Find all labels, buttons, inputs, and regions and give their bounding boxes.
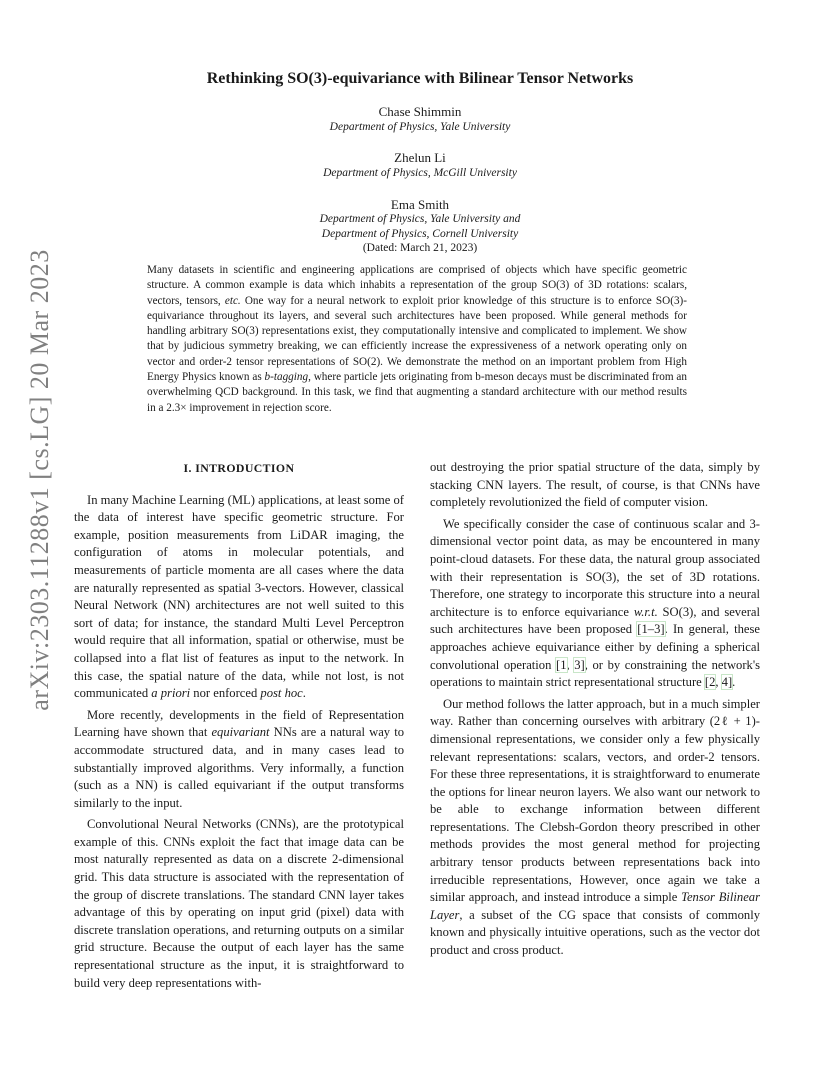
body-emphasis: Tensor Bilinear Layer: [430, 890, 760, 922]
body-text: SO(3), and several such architectures have been proposed: [430, 604, 760, 637]
citation-link[interactable]: [1: [556, 657, 567, 672]
body-emphasis: post hoc: [260, 686, 303, 701]
author-affiliation: Department of Physics, McGill University: [323, 167, 517, 179]
author-affiliation: Department of Physics, Yale University: [329, 121, 511, 133]
body-paragraph: [430, 459, 760, 512]
body-paragraph: [74, 816, 404, 992]
author-name: Ema Smith: [390, 197, 450, 212]
abstract: [147, 263, 687, 416]
arxiv-identifier: arXiv:2303.11288v1 [cs.LG] 20 Mar 2023: [25, 249, 54, 711]
left-column: [74, 460, 404, 996]
right-column: [430, 459, 760, 964]
body-text: NNs are a natural way to accommodate structured data, and in many cases lead to substantially improved algorithms. Very informally, a function (such as a NN) is called equivariant if the output transforms similarly to the input.: [74, 725, 405, 810]
body-emphasis: equivariant: [211, 725, 270, 740]
body-text: Convolutional Neural Networks (CNNs), are the prototypical example of this. CNNs exploit the fact that image data can be most naturally represented as data on a discrete 2-dimensional grid. This data structure is associated with the representation of the group of discrete translations. The standard CNN layer takes advantage of this by operating on input grid (pixel) data with discrete translation operations, and returning outputs on a similar grid structure. Because the output of each layer has the same representational structure as the input, it is straightforward to build very deep representations with-: [74, 817, 404, 990]
body-paragraph: [74, 492, 404, 703]
citation-link[interactable]: 3]: [574, 657, 585, 672]
body-text: .: [302, 686, 306, 701]
citation-link[interactable]: [1–3]: [637, 622, 665, 637]
body-text: .: [732, 675, 736, 690]
paper-date: (Dated: March 21, 2023): [362, 242, 478, 254]
citation-link[interactable]: [2: [704, 675, 716, 690]
abstract-text: One way for a neural network to exploit prior knowledge of this structure is to enforce SO(3)-equivariance throughout its layers, and several such architectures have been proposed. While general methods for handling arbitrary SO(3) representations exist, they computationally intensive and complicated to implement. We show that by judicious symmetry breaking, we can efficiently increase the expressiveness of a network operating only on vector and order-2 tensor representations of SO(2). We demonstrate the method on an important problem from High Energy Physics known as: [147, 294, 687, 384]
author-affiliation-second: Department of Physics, Cornell University: [321, 228, 519, 240]
author-affiliation: Department of Physics, Yale University and: [319, 213, 521, 225]
abstract-emphasis: b-tagging: [264, 371, 309, 384]
body-text: Our method follows the latter approach, but in a much simpler way. Rather than concerning ourselves with arbitrary (2ℓ + 1)-dimensional representations, we consider only a few physically relevant representations: scalars, vectors, and order-2 tensors. For these three representations, it is straightforward to enumerate the options for linear neuron layers. We also want our network to be able to exchange information between different representations. The Clebsh-Gordon theory prescribed in other methods provides the most general method for projecting arbitrary tensor products between representations back into irreducible representations, However, once again we take a similar approach, and instead introduce a simple: [430, 696, 760, 905]
body-text: In many Machine Learning (ML) applications, at least some of the data of interest have specific geometric structure. For example, position measurements from LiDAR imaging, the configuration of atoms in molecular potentials, and measurements of particle momenta are all cases where the data are naturally represented as spatial 3-vectors. However, classical Neural Network (NN) architectures are not well suited to this sort of data; for instance, the standard Multi Level Perceptron would require that all information, spatial or otherwise, must be collapsed into a flat list of features as input to the network. In this case, the spatial nature of the data, while not lost, is not communicated: [74, 492, 404, 701]
body-paragraph: [74, 707, 404, 813]
body-text: , a subset of the CG space that consists of commonly known and physically intuitive operations, such as the vector dot product and cross product.: [430, 907, 760, 958]
body-text: , or by constraining the network's operations to maintain strict representational structure: [430, 657, 761, 690]
body-paragraph: [430, 696, 760, 960]
author-name: Zhelun Li: [394, 150, 446, 165]
abstract-text: , where particle jets originating from b-meson decays must be discriminated from an overwhelming QCD background. In this task, we find that augmenting a standard architecture with our method results in a 2.3× improvement in rejection score.: [147, 371, 687, 414]
abstract-text: Many datasets in scientific and engineering applications are comprised of objects which have specific geometric structure. A common example is data which inhabits a representation of the group SO(3) of 3D rotations: scalars, vectors, tensors,: [147, 264, 687, 307]
citation-link[interactable]: 4]: [721, 675, 733, 690]
body-text: . In general, these approaches achieve equivariance either by defining a spherical convolutional operation: [430, 622, 760, 672]
author-name: Chase Shimmin: [378, 104, 462, 119]
arxiv-sidebar: [8, 249, 72, 711]
body-text: nor enforced: [190, 686, 261, 701]
body-text: More recently, developments in the field of Representation Learning have shown that: [74, 707, 404, 740]
body-text: out destroying the prior spatial structure of the data, simply by stacking CNN layers. The result, of course, is that CNNs have completely revolutionized the field of computer vision.: [430, 460, 760, 510]
body-text: We specifically consider the case of continuous scalar and 3-dimensional vector point data, as may be encountered in many point-cloud datasets. For these data, the natural group associated with their representation is SO(3), the set of 3D rotations. Therefore, one strategy to incorporate this structure into a neural architecture is to enforce equivariance: [430, 516, 760, 619]
paper-title: Rethinking SO(3)-equivariance with Bilinear Tensor Networks: [206, 70, 634, 87]
body-emphasis: a priori: [151, 686, 191, 701]
abstract-emphasis: etc.: [224, 294, 241, 307]
section-heading-introduction: I. INTRODUCTION: [183, 461, 295, 475]
body-paragraph: We specifically consider the case of continuous scalar and 3-dimensional vector point data, as may be encountered in many point-cloud datasets. For these data, the natural group associated with their representation is SO(3), the set of 3D rotations. Therefore, one strategy to incorporate this structure into a neural architecture is to enforce equivariance w.r.t. SO(3), and several such architectures have been proposed [1–3]. In general, these approaches achieve equivariance either by defining a spherical convolutional operation [1, 3], or by constraining the network's operations to maintain strict representational structure [2, 4].: [430, 516, 761, 690]
body-emphasis: w.r.t.: [633, 604, 658, 619]
